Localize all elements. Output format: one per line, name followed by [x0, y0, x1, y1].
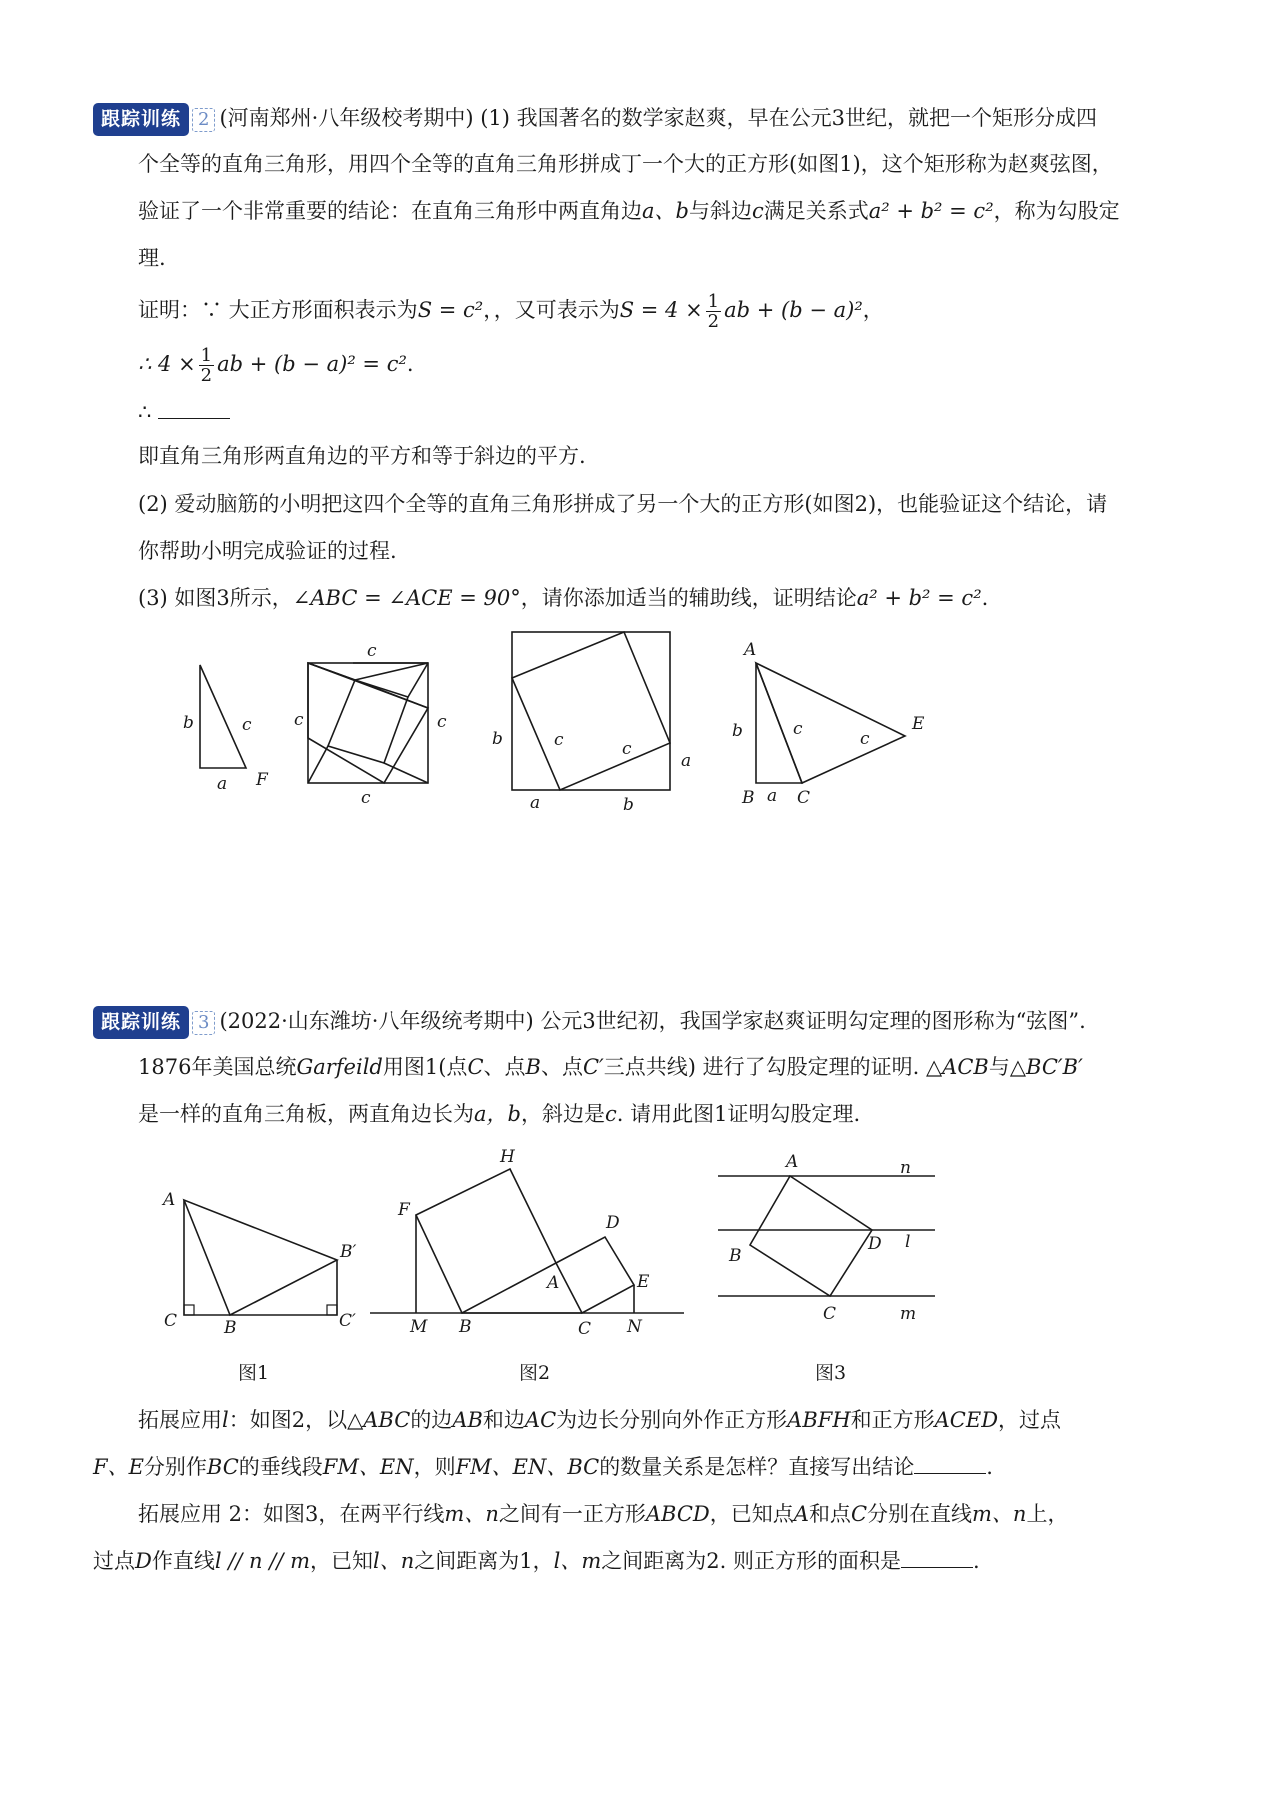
f2-label-M: M — [410, 1317, 428, 1337]
f3-label-l: l — [905, 1232, 911, 1252]
tri3-label-c2: c — [860, 729, 870, 749]
p2-therefore-line: ∴ 4 × $\frac{1}{2}$ ab + (b − a)² = c². — [138, 345, 414, 386]
p2-blank-line: ∴ — [138, 397, 230, 427]
fig1-triangle — [184, 1200, 337, 1315]
p2-line-1: 跟踪训练 2 (河南郑州·八年级校考期中) (1) 我国著名的数学家赵爽，早在公元3世纪，就把一个矩形分成四 — [93, 103, 1097, 136]
sq2-label-c2: c — [622, 739, 632, 759]
p2-line-8: 即直角三角形两直角边的平方和等于斜边的平方. — [138, 444, 586, 468]
tri-label-a: a — [217, 774, 228, 794]
p2-line-10: 你帮助小明完成验证的过程. — [138, 539, 397, 563]
p2-line-3: 验证了一个非常重要的结论：在直角三角形中两直角边a、b与斜边c满足关系式a² + b² = c²，称为勾股定 — [138, 199, 1120, 223]
sq1-label-left: c — [294, 710, 304, 730]
f2-label-F: F — [398, 1200, 410, 1220]
f3-label-A: A — [786, 1152, 799, 1172]
p3-ext2-line-2: 过点D作直线l // n // m，已知l、n之间距离为1，l、m之间距离为2. 则正方形的面积是 . — [93, 1549, 980, 1573]
sq1-label-right: c — [437, 712, 447, 732]
sq2-label-b-bottom: b — [623, 795, 634, 815]
tri3-label-b: b — [732, 721, 743, 741]
f3-label-B: B — [729, 1246, 742, 1266]
triangle-shape — [200, 665, 246, 768]
f2-label-A: A — [547, 1273, 560, 1293]
tri-label-F: F — [256, 770, 268, 790]
f1-label-C: C — [164, 1311, 178, 1331]
p2-line-11: (3) 如图3所示，∠ABC = ∠ACE = 90°，请你添加适当的辅助线，证明结论a² + b² = c². — [138, 586, 989, 610]
fig2-squares — [370, 1147, 684, 1384]
fig3-caption: 图3 — [815, 1362, 847, 1384]
sq2-label-b: b — [492, 729, 503, 749]
f3-label-n: n — [900, 1158, 911, 1178]
tilted-square — [512, 632, 670, 790]
sq2-label-a-right: a — [681, 751, 692, 771]
fig3-parallel — [718, 1152, 935, 1384]
f1-label-A: A — [163, 1190, 176, 1210]
sq2-label-c1: c — [554, 730, 564, 750]
sq1-label-bottom: c — [361, 788, 371, 808]
f2-label-H: H — [500, 1147, 515, 1167]
square-ABCD — [750, 1176, 872, 1296]
f2-label-B: B — [459, 1317, 472, 1337]
fraction-half-2: $\frac{1}{2}$ — [200, 345, 213, 386]
practice-number-3: 3 — [192, 1011, 215, 1035]
tri3-label-A: A — [744, 640, 757, 660]
fig-second-square — [492, 632, 691, 815]
tri3-label-c1: c — [793, 719, 803, 739]
square-ABFH — [416, 1169, 556, 1313]
triangle-ACE — [756, 663, 905, 783]
answer-blank-3[interactable] — [901, 1547, 973, 1568]
p3-ext2-line-1: 拓展应用 2：如图3，在两平行线m、n之间有一正方形ABCD，已知点A和点C分别在直线m、n上， — [138, 1502, 1069, 1526]
f1-label-Cp: C′ — [339, 1311, 356, 1331]
f2-label-D: D — [606, 1213, 620, 1233]
fig-triangle-ACE — [732, 640, 925, 808]
tri-label-c: c — [242, 715, 252, 735]
answer-blank-1[interactable] — [158, 398, 230, 419]
fig1-caption: 图1 — [238, 1362, 270, 1384]
practice-number: 2 — [192, 108, 215, 132]
p3-line-3: 是一样的直角三角板，两直角边长为a，b，斜边是c. 请用此图1证明勾股定理. — [138, 1102, 861, 1126]
practice-tag-3: 跟踪训练 — [93, 1006, 189, 1039]
square-ACED — [556, 1237, 634, 1313]
fraction-half: $\frac{1}{2}$ — [707, 291, 720, 332]
f3-label-D: D — [868, 1234, 882, 1254]
tri3-label-C: C — [797, 788, 811, 808]
f2-label-N: N — [627, 1317, 642, 1337]
outer-square — [308, 663, 428, 783]
tri-label-b: b — [183, 713, 194, 733]
p3-ext1-line-2: F、E分别作BC的垂线段FM、EN，则FM、EN、BC的数量关系是怎样？直接写出结论 . — [93, 1455, 993, 1479]
f3-label-C: C — [823, 1304, 837, 1324]
outer-triangles-edges — [308, 663, 428, 783]
f1-label-B: B — [224, 1318, 237, 1338]
sq1-label-top: c — [367, 641, 377, 661]
answer-blank-2[interactable] — [914, 1453, 986, 1474]
inner-square — [328, 680, 408, 763]
tri3-label-E: E — [912, 714, 925, 734]
f2-label-C: C — [578, 1319, 592, 1339]
p2-line-2: 个全等的直角三角形，用四个全等的直角三角形拼成丁一个大的正方形(如图1)，这个矩形称为赵爽弦图， — [138, 152, 1113, 176]
sq2-label-a-bottom: a — [530, 793, 541, 813]
fig-right-triangle — [183, 665, 269, 794]
p2-proof-line: 证明：∵ 大正方形面积表示为S = c²，，又可表示为S = 4 × $\frac{1}{2}$ ab + (b − a)²， — [138, 291, 884, 332]
f2-label-E: E — [637, 1272, 650, 1292]
p3-ext1-line-1: 拓展应用l：如图2，以△ABC的边AB和边AC为边长分别向外作正方形ABFH和正方形ACED，过点 — [138, 1408, 1062, 1432]
fig1-garfield — [161, 1190, 356, 1384]
p2-line-4: 理. — [138, 246, 166, 270]
p2-line-9: (2) 爱动脑筋的小明把这四个全等的直角三角形拼成了另一个大的正方形(如图2)，也能验证这个结论，请 — [138, 492, 1108, 516]
p3-line-1: 跟踪训练 3 (2022·山东潍坊·八年级统考期中) 公元3世纪初，我国学家赵爽证明勾定理的图形称为“弦图”. — [93, 1006, 1086, 1039]
f1-label-Bp: B′ — [340, 1242, 357, 1262]
big-square — [512, 632, 670, 790]
f3-label-m: m — [900, 1304, 917, 1324]
practice-tag: 跟踪训练 — [93, 103, 189, 136]
fig2-caption: 图2 — [519, 1362, 551, 1384]
p3-line-2: 1876年美国总统Garfeild用图1(点C、点B、点C′三点共线) 进行了勾股定理的证明. △ACB与△BC′B′ — [138, 1055, 1083, 1079]
tri3-label-a: a — [767, 786, 778, 806]
figures-p2 — [0, 620, 1280, 820]
fig-zhao-square — [294, 641, 447, 808]
figures-p3 — [0, 1130, 1280, 1390]
tri3-label-B: B — [742, 788, 755, 808]
